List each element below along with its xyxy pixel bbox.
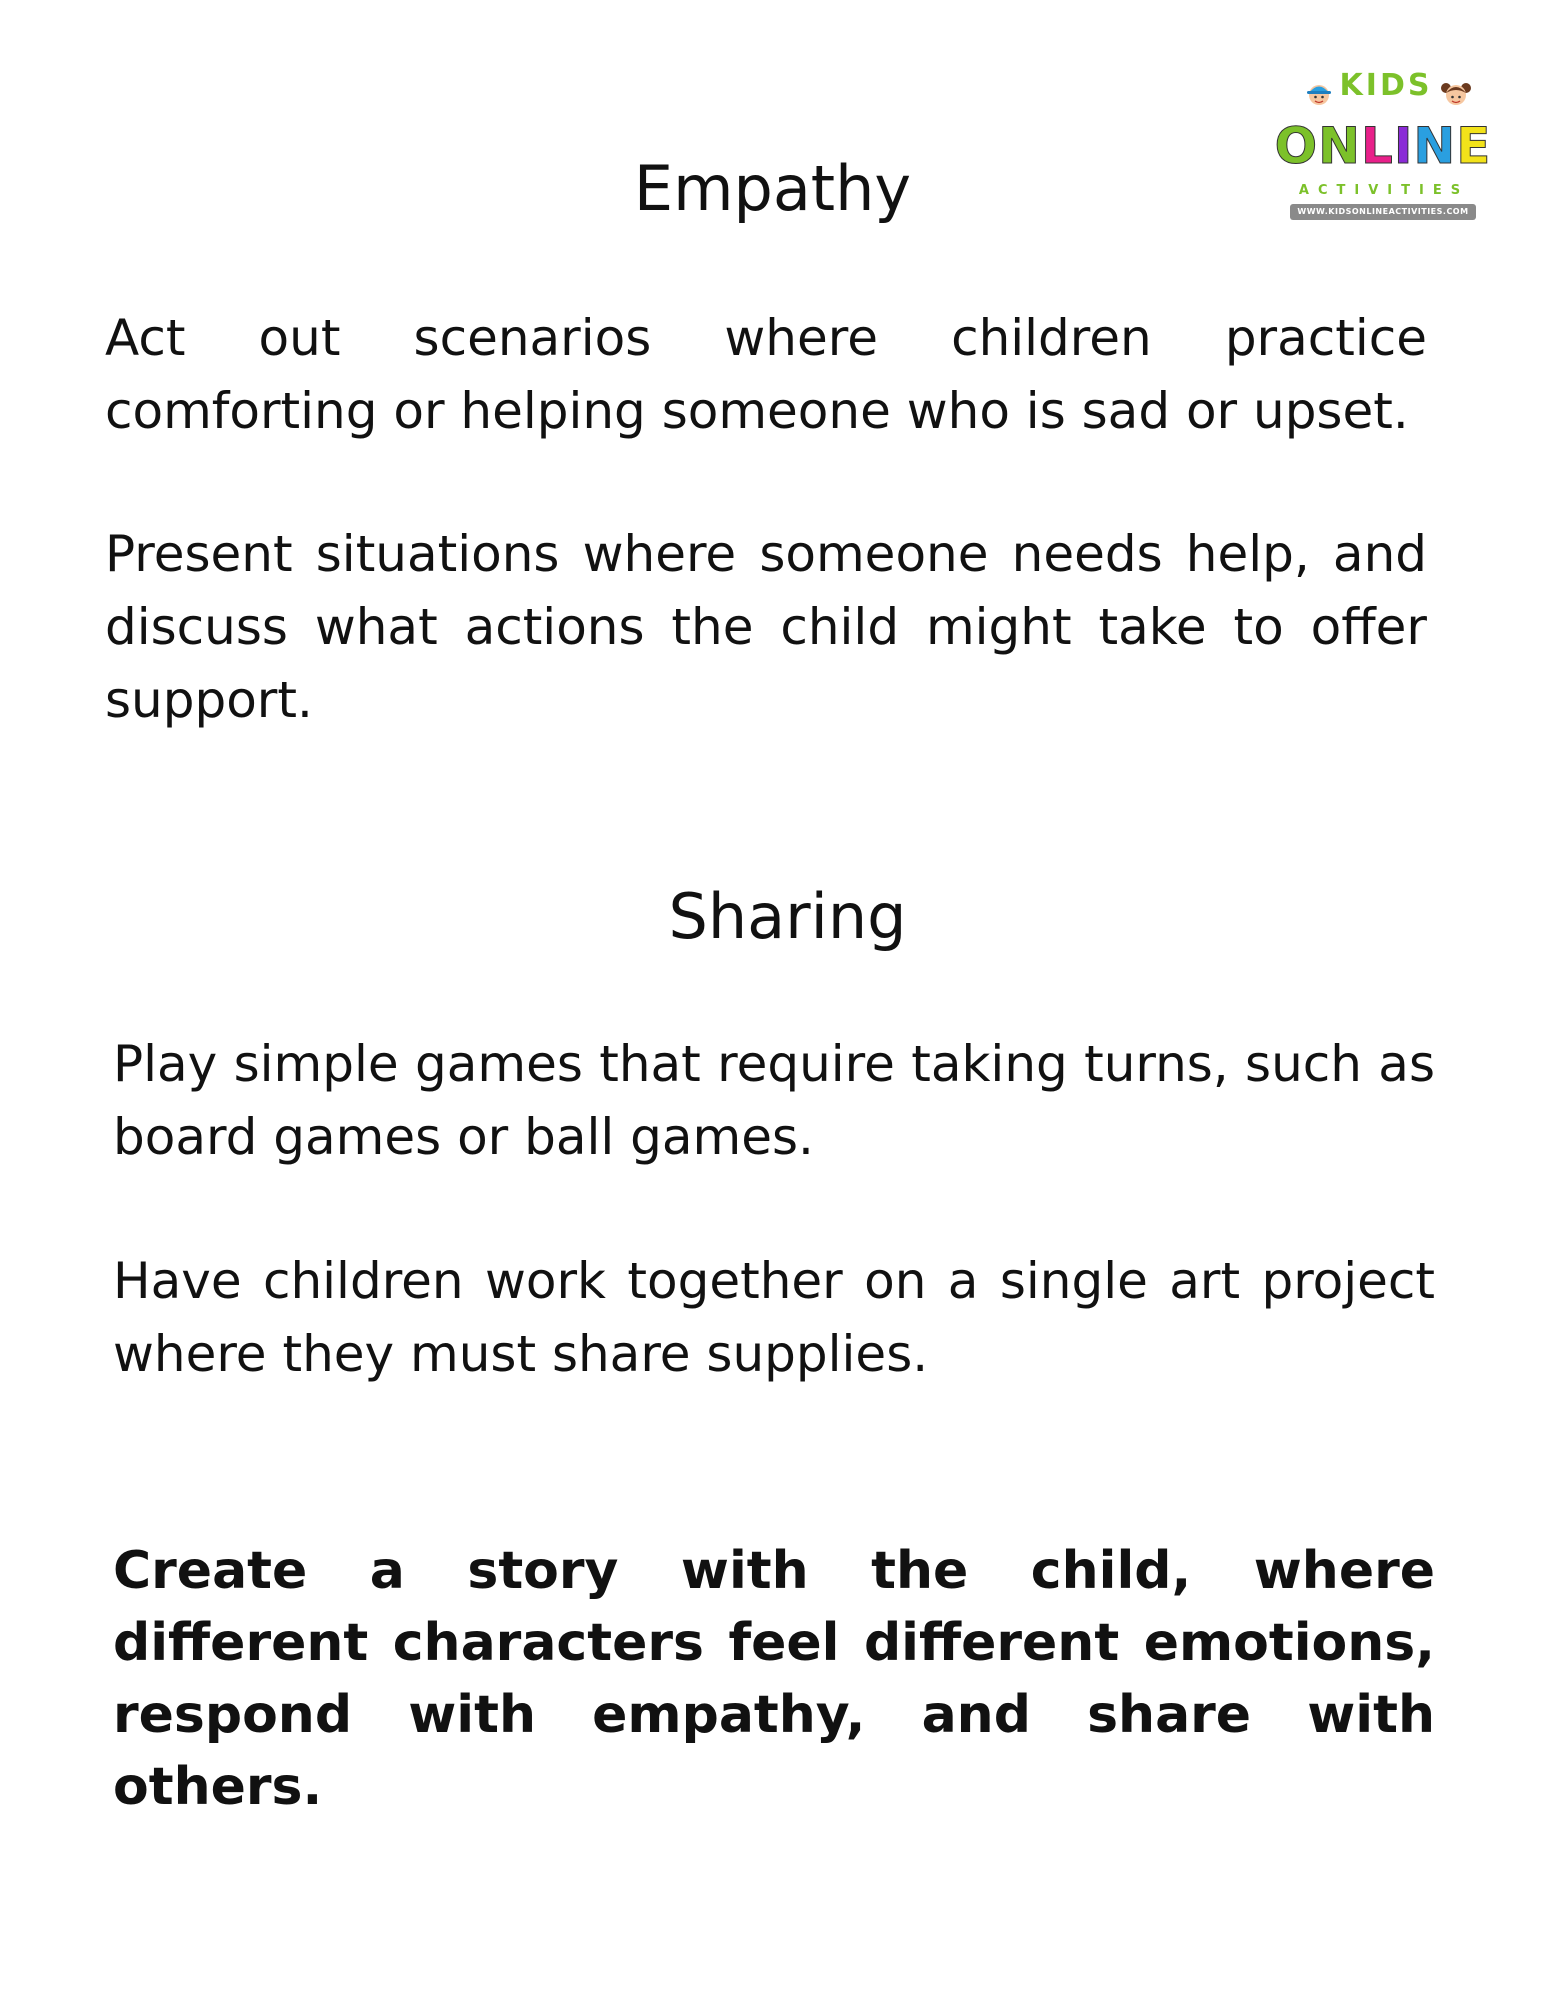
logo-letter: E: [1456, 117, 1492, 175]
logo-letter: O: [1274, 117, 1319, 175]
sharing-paragraph-1: Play simple games that require taking turns, such as board games or ball games.: [113, 1035, 1435, 1166]
logo-letter: I: [1393, 117, 1414, 175]
section-heading-empathy: Empathy: [633, 152, 912, 225]
logo-url: WWW.KIDSONLINEACTIVITIES.COM: [1290, 204, 1476, 220]
boy-face-icon: [1304, 78, 1334, 108]
section-heading-sharing: Sharing: [668, 880, 907, 953]
sharing-paragraph-2: Have children work together on a single art project where they must share supplies.: [113, 1252, 1435, 1383]
empathy-paragraph-1: Act out scenarios where children practice comforting or helping someone who is sad or upset.: [105, 309, 1427, 440]
logo-kids-word: KIDS: [1339, 68, 1433, 103]
girl-face-icon: [1440, 78, 1472, 108]
logo-activities-word: ACTIVITIES: [1298, 183, 1470, 198]
logo-letter: N: [1318, 117, 1361, 175]
logo-letter: L: [1360, 117, 1394, 175]
empathy-paragraph-2: Present situations where someone needs help, and discuss what actions the child might take to offer support.: [105, 525, 1427, 729]
closing-story-activity: Create a story with the child, where different characters feel different emotions, respond with empathy, and share with others.: [113, 1541, 1435, 1817]
logo-letter: N: [1413, 117, 1457, 175]
